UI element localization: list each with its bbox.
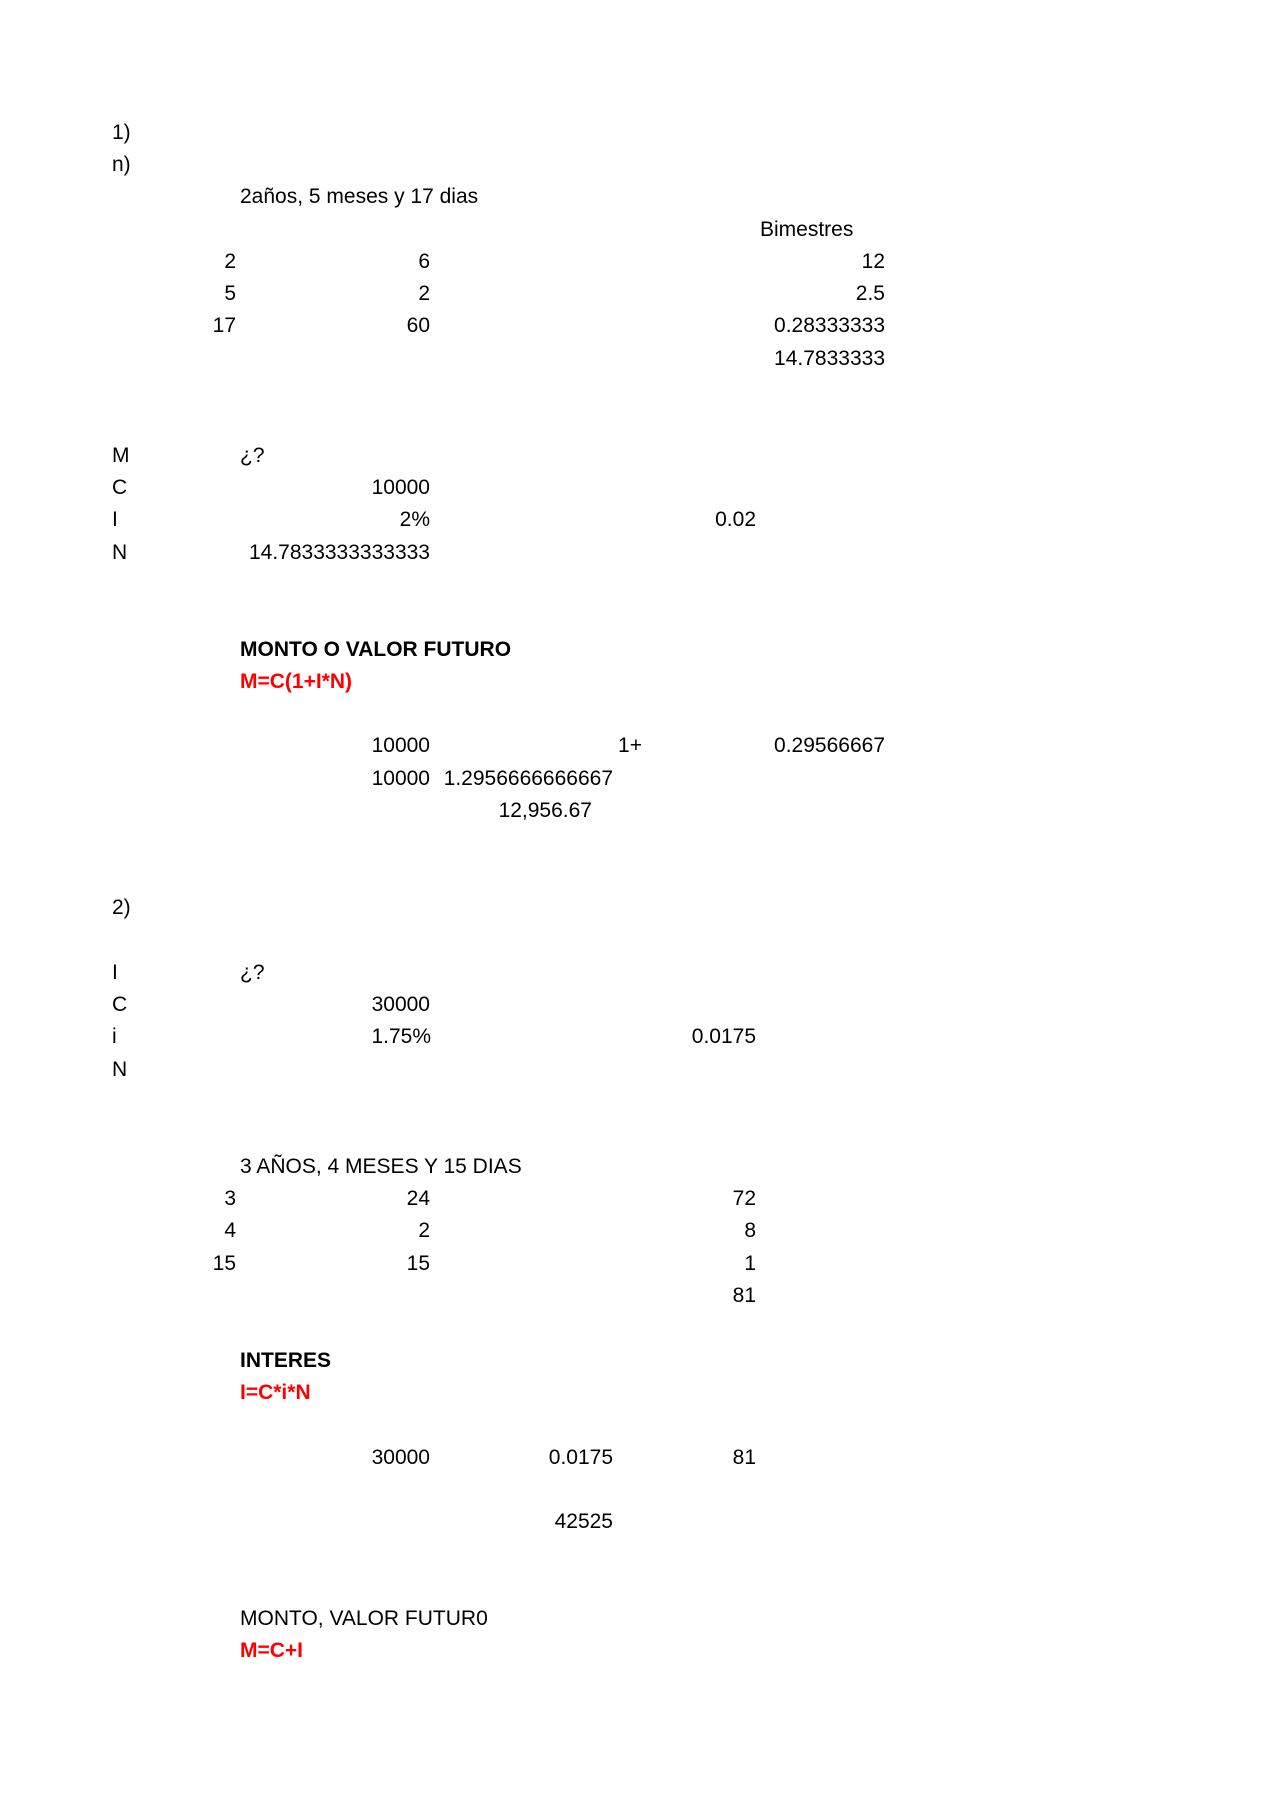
var-label-i: I: [112, 508, 118, 531]
formula-title: INTERES: [240, 1349, 332, 1372]
period-text: 2años, 5 meses y 17 dias: [240, 185, 479, 208]
var-label-rate: i: [112, 1025, 117, 1048]
problem-1-label: 1): [112, 121, 131, 144]
calc-cell: 30000: [371, 1446, 430, 1469]
table-cell: 2: [224, 250, 236, 273]
var-value-rate: 1.75%: [371, 1025, 431, 1048]
table-cell: 5: [224, 282, 236, 305]
var-value-c: 10000: [371, 476, 430, 499]
var-label-n: N: [112, 541, 128, 564]
formula: I=C*i*N: [240, 1381, 311, 1404]
calc-result: 42525: [554, 1510, 613, 1533]
table-cell: 3: [224, 1187, 236, 1210]
calc-cell: 81: [732, 1446, 756, 1469]
calc-result: 12,956.67: [498, 799, 592, 822]
var-value-i: ¿?: [240, 961, 265, 984]
table-cell: 17: [212, 314, 236, 337]
var-label-m: M: [112, 444, 130, 467]
calc-cell: 10000: [371, 734, 430, 757]
problem-1-sublabel: n): [112, 153, 131, 176]
var-label-c: C: [112, 993, 128, 1016]
var-decimal-i: 0.02: [715, 508, 756, 531]
var-label-c: C: [112, 476, 128, 499]
calc-cell: 1+: [618, 734, 642, 757]
problem-2-label: 2): [112, 896, 131, 919]
bimestres-header: Bimestres: [760, 218, 854, 241]
calc-cell: 0.0175: [548, 1446, 613, 1469]
table-cell: 72: [732, 1187, 756, 1210]
table-cell: 2: [418, 282, 430, 305]
formula-title: MONTO O VALOR FUTURO: [240, 638, 512, 661]
table-cell: 60: [406, 314, 430, 337]
formula: M=C+I: [240, 1639, 304, 1662]
table-cell: 24: [406, 1187, 430, 1210]
period-text: 3 AÑOS, 4 MESES Y 15 DIAS: [240, 1155, 522, 1178]
var-value-n: 14.7833333333333: [248, 541, 430, 564]
calc-cell: 1.2956666666667: [443, 767, 613, 790]
table-cell: 12: [861, 250, 885, 273]
calc-cell: 10000: [371, 767, 430, 790]
bimestres-total: 14.7833333: [774, 347, 885, 370]
table-cell: 15: [406, 1252, 430, 1275]
table-cell: 4: [224, 1219, 236, 1242]
table-cell: 1: [744, 1252, 756, 1275]
table-cell: 0.28333333: [774, 314, 885, 337]
var-label-i: I: [112, 961, 118, 984]
table-cell: 8: [744, 1219, 756, 1242]
var-value-c: 30000: [371, 993, 430, 1016]
table-cell: 2: [418, 1219, 430, 1242]
table-cell: 2.5: [855, 282, 885, 305]
var-value-i: 2%: [399, 508, 430, 531]
calc-cell: 0.29566667: [774, 734, 885, 757]
table-cell: 6: [418, 250, 430, 273]
formula: M=C(1+I*N): [240, 670, 353, 693]
var-label-n: N: [112, 1058, 128, 1081]
var-decimal-rate: 0.0175: [691, 1025, 756, 1048]
table-cell: 15: [212, 1252, 236, 1275]
formula-title: MONTO, VALOR FUTUR0: [240, 1607, 488, 1630]
var-value-m: ¿?: [240, 444, 265, 467]
period-total: 81: [732, 1284, 756, 1307]
